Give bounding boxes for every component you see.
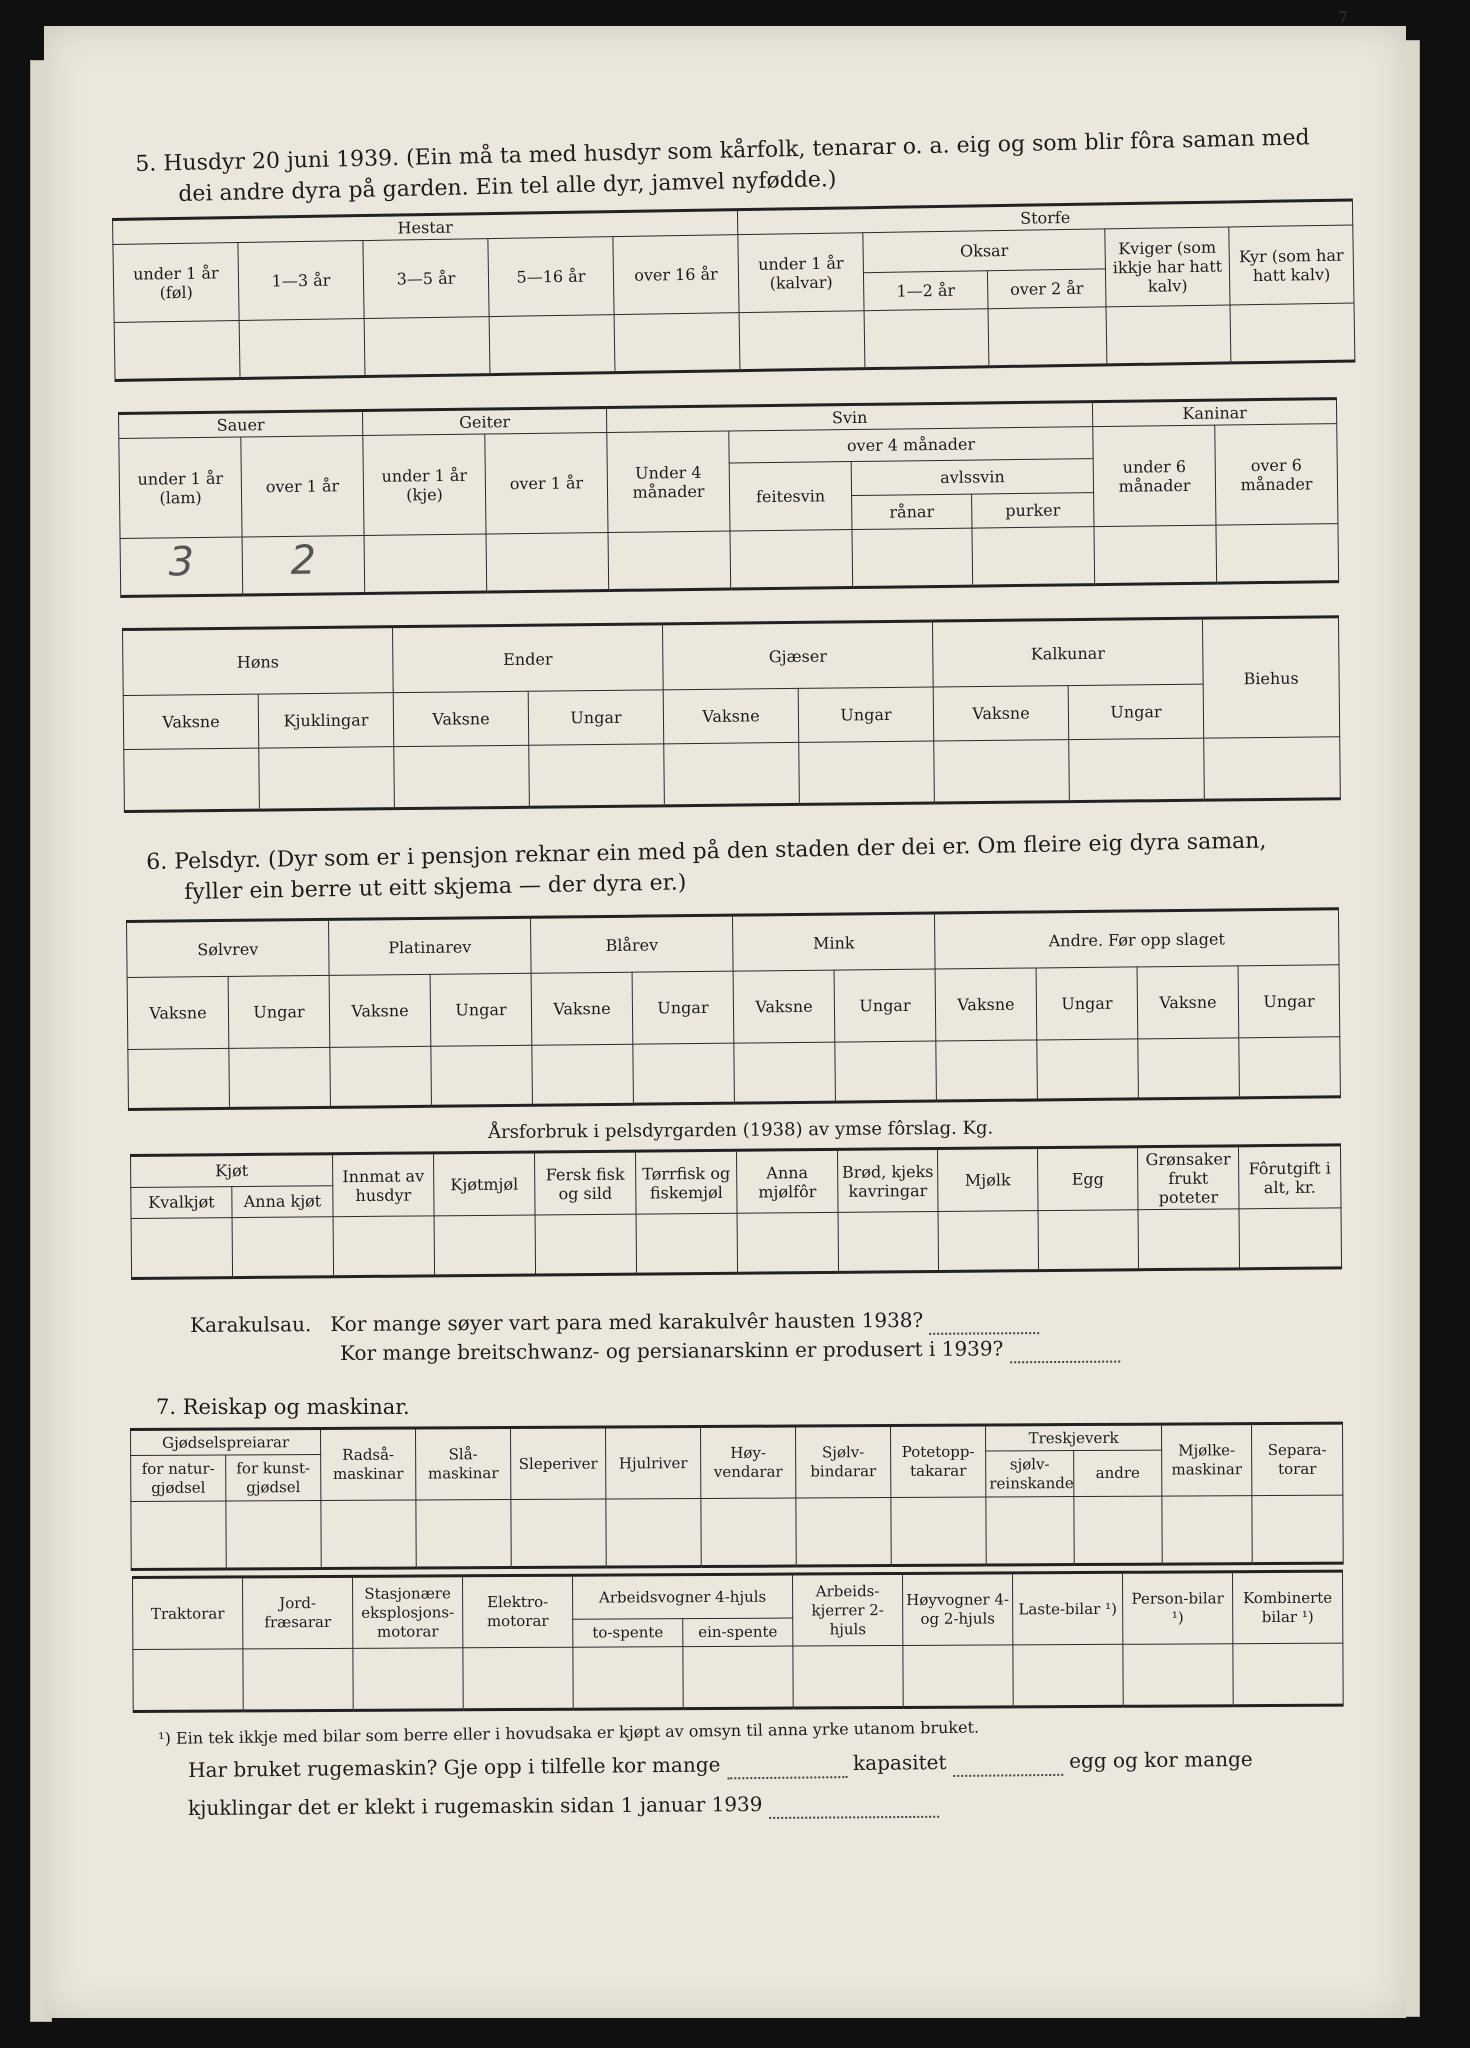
entry-cell[interactable]	[938, 1211, 1039, 1272]
col-elektromotorar: Elektro-motorar	[463, 1575, 573, 1648]
entry-cell[interactable]	[1162, 1496, 1252, 1564]
entry-cell[interactable]	[489, 315, 615, 375]
hest-col-4: 5—16 år	[488, 237, 614, 317]
sau-col-2: over 1 år	[241, 436, 364, 537]
entry-cell[interactable]	[353, 1648, 463, 1711]
entry-cell[interactable]	[529, 744, 665, 807]
arsforbruk-caption: Årsforbruk i pelsdyrgarden (1938) av ymse fôrslag. Kg.	[488, 1117, 994, 1143]
oksar-col-2: over 2 år	[987, 269, 1106, 309]
forbruk-col-forutgift: Fôrutgift i alt, kr.	[1238, 1145, 1341, 1209]
entry-cell[interactable]	[131, 1218, 233, 1279]
entry-cell[interactable]	[229, 1047, 331, 1108]
svin-header: Svin	[607, 402, 1093, 433]
col-jordfresarar: Jord-fræsarar	[243, 1576, 353, 1649]
solvrev-header: Sølvrev	[127, 919, 330, 977]
kjot-header: Kjøt	[131, 1154, 333, 1187]
hons-vaksne: Vaksne	[123, 694, 259, 749]
entry-cell[interactable]	[1216, 524, 1339, 583]
entry-cell[interactable]	[1230, 303, 1355, 363]
rugemaskin-q2-text: kjuklingar det er klekt i rugemaskin sidan 1 januar 1939	[188, 1791, 763, 1820]
entry-cell[interactable]	[936, 1040, 1038, 1101]
entry-cell[interactable]	[1037, 1039, 1139, 1100]
entry-cell[interactable]	[463, 1647, 573, 1710]
col-andre: andre	[1074, 1450, 1162, 1496]
vaksne-col: Vaksne	[531, 972, 633, 1045]
entry-cell[interactable]	[1252, 1495, 1343, 1563]
forbruk-col-torrfisk: Tørrfisk og fiskemjøl	[636, 1150, 738, 1214]
col-potetopptakarar: Potetopp-takarar	[891, 1425, 986, 1497]
kaninar-header: Kaninar	[1093, 399, 1337, 427]
col-ein-spente: ein-spente	[683, 1618, 793, 1647]
col-separatorar: Separa-torar	[1252, 1423, 1343, 1495]
col-personbilar: Person-bilar ¹)	[1122, 1572, 1232, 1645]
ungar-col: Ungar	[1238, 965, 1340, 1038]
entry-cell[interactable]	[1239, 1208, 1342, 1269]
entry-cell-sau-lam[interactable]	[120, 537, 243, 596]
entry-cell[interactable]	[734, 1042, 836, 1103]
arbeidsvogner-header: Arbeidsvogner 4-hjuls	[573, 1574, 793, 1619]
vaksne-col: Vaksne	[127, 976, 229, 1049]
entry-cell[interactable]	[838, 1211, 939, 1272]
karakul-question-2	[340, 1333, 1120, 1368]
col-arbeidskjerrer: Arbeids-kjerrer 2-hjuls	[792, 1573, 902, 1646]
husdyr-table-hestar-storfe	[112, 199, 1356, 382]
ender-vaksne: Vaksne	[393, 691, 529, 746]
col-stasjonaere: Stasjonære eksplosjons-motorar	[353, 1576, 463, 1649]
col-to-spente: to-spente	[573, 1619, 683, 1648]
entry-cell[interactable]	[1239, 1037, 1341, 1098]
reiskap-table-2	[132, 1570, 1344, 1713]
kalkunar-ungar: Ungar	[1068, 684, 1204, 739]
forbruk-col-mjolk: Mjølk	[937, 1148, 1038, 1212]
anna-kjot-col: Anna kjøt	[232, 1185, 333, 1217]
entry-cell[interactable]	[394, 745, 530, 808]
hest-col-1: under 1 år (føl)	[113, 243, 239, 323]
entry-cell[interactable]	[891, 1497, 986, 1565]
mink-header: Mink	[732, 913, 935, 971]
entry-cell[interactable]	[606, 1499, 701, 1567]
entry-cell[interactable]	[903, 1645, 1013, 1708]
entry-cell[interactable]	[131, 1501, 226, 1569]
rugemaskin-q1-end: egg og kor mange	[1069, 1746, 1253, 1773]
entry-cell[interactable]	[259, 747, 395, 810]
entry-cell[interactable]	[739, 311, 865, 371]
entry-cell[interactable]	[799, 741, 935, 804]
section6-title-line2: fyller ein berre ut eitt skjema — der dyra er.)	[184, 870, 687, 905]
entry-cell[interactable]	[730, 530, 853, 589]
ender-ungar: Ungar	[528, 690, 664, 745]
entry-cell[interactable]	[511, 1499, 606, 1567]
hons-header: Høns	[123, 627, 394, 696]
forbruk-col-brod: Brød, kjeks kavringar	[838, 1148, 939, 1212]
sauer-header: Sauer	[119, 411, 363, 439]
entry-cell[interactable]	[835, 1041, 937, 1102]
geiter-header: Geiter	[363, 408, 607, 436]
entry-cell[interactable]	[573, 1647, 683, 1710]
kanin-col-1: under 6 månader	[1093, 425, 1216, 526]
andre-header: Andre. Før opp slaget	[934, 909, 1339, 969]
geit-col-2: over 1 år	[485, 433, 608, 534]
entry-cell[interactable]	[124, 748, 260, 811]
ungar-col: Ungar	[632, 971, 734, 1044]
forbruk-col-gronsaker: Grønsaker frukt poteter	[1137, 1146, 1239, 1210]
col-kombinerte-bilar: Kombinerte bilar ¹)	[1232, 1571, 1342, 1644]
vaksne-col: Vaksne	[329, 974, 431, 1047]
col-hjulriver: Hjulriver	[606, 1427, 701, 1499]
col-traktorar: Traktorar	[133, 1577, 243, 1650]
entry-cell[interactable]	[683, 1646, 793, 1709]
section7-title: 7. Reiskap og maskinar.	[156, 1395, 410, 1419]
col-sjolvreinskande: sjølv-reinskande	[986, 1451, 1074, 1497]
entry-cell[interactable]	[364, 534, 487, 593]
entry-cell[interactable]	[972, 527, 1095, 586]
husdyr-table-fjorfe	[122, 615, 1341, 813]
geit-col-1: under 1 år (kje)	[363, 434, 486, 535]
col-kunstgjodsel: for kunst-gjødsel	[226, 1455, 321, 1501]
hons-kjuklingar: Kjuklingar	[258, 693, 394, 748]
entry-cell[interactable]	[1106, 305, 1231, 365]
entry-cell[interactable]	[1123, 1644, 1233, 1707]
gjaeser-ungar: Ungar	[798, 687, 934, 742]
entry-cell[interactable]	[1038, 1210, 1139, 1271]
entry-cell[interactable]	[226, 1501, 321, 1569]
kalkunar-vaksne: Vaksne	[933, 686, 1069, 741]
kalkunar-header: Kalkunar	[933, 618, 1204, 687]
gjaeser-header: Gjæser	[663, 621, 934, 690]
forbruk-col-innmat: Innmat av husdyr	[333, 1153, 435, 1217]
entry-cell[interactable]	[364, 317, 490, 377]
husdyr-table-smafe	[118, 397, 1339, 598]
hest-col-3: 3—5 år	[363, 239, 489, 319]
entry-cell[interactable]	[864, 309, 989, 369]
ranar-col: rånar	[852, 494, 972, 529]
blarev-header: Blårev	[530, 915, 733, 973]
platinarev-header: Platinarev	[329, 917, 532, 975]
svin-under-col: Under 4 månader	[607, 431, 730, 532]
entry-cell[interactable]	[608, 531, 731, 590]
entry-cell[interactable]	[633, 1043, 735, 1104]
biehus-col: Biehus	[1203, 617, 1340, 738]
entry-cell[interactable]	[852, 528, 973, 587]
kalvar-col: under 1 år (kalvar)	[738, 233, 864, 313]
entry-cell[interactable]	[1138, 1209, 1240, 1270]
rugemaskin-q1-text: Har bruket rugemaskin? Gje opp i tilfelle kor mange	[188, 1752, 721, 1782]
entry-cell[interactable]	[128, 1048, 230, 1109]
hestar-header: Hestar	[113, 210, 738, 245]
section5-title-line2: dei andre dyra på garden. Ein tel alle dyr, jamvel nyfødde.)	[178, 167, 837, 207]
entry-cell[interactable]	[434, 1215, 536, 1276]
entry-cell[interactable]	[330, 1046, 432, 1107]
pelsdyr-table	[126, 907, 1341, 1111]
col-slamaskinar: Slå-maskinar	[416, 1428, 511, 1500]
vaksne-col: Vaksne	[935, 968, 1037, 1041]
entry-cell[interactable]	[114, 321, 240, 381]
gjodsel-header: Gjødselspreiarar	[131, 1429, 321, 1456]
karakul-label: Karakulsau.	[190, 1312, 312, 1337]
entry-cell[interactable]	[416, 1500, 511, 1568]
ungar-col: Ungar	[228, 975, 330, 1048]
hest-col-2: 1—3 år	[238, 241, 364, 321]
entry-cell[interactable]	[239, 319, 365, 379]
kvalkjot-col: Kvalkjøt	[131, 1186, 232, 1218]
kviger-col: Kviger (som ikkje har hatt kalv)	[1105, 227, 1230, 307]
entry-cell[interactable]	[1094, 525, 1217, 584]
karakul-q2-text: Kor mange breitschwanz- og persianarskinn er produsert i 1939?	[340, 1336, 1004, 1365]
entry-cell[interactable]	[737, 1212, 839, 1273]
svin-over-header: over 4 månader	[729, 427, 1093, 463]
handwritten-sau-value-2: 2	[290, 537, 317, 584]
ungar-col: Ungar	[1036, 967, 1138, 1040]
entry-cell[interactable]	[986, 1497, 1074, 1565]
purker-col: purker	[972, 493, 1094, 528]
vaksne-col: Vaksne	[1137, 966, 1239, 1039]
forbruk-col-kjotmjol: Kjøtmjøl	[434, 1152, 536, 1216]
kyr-col: Kyr (som har hatt kalv)	[1229, 225, 1354, 305]
oksar-col-1: 1—2 år	[864, 271, 989, 311]
handwritten-sau-value-1: 3	[168, 539, 195, 586]
entry-cell[interactable]	[1233, 1643, 1343, 1706]
entry-cell[interactable]	[796, 1498, 891, 1566]
forbruk-col-egg: Egg	[1037, 1147, 1138, 1211]
entry-cell[interactable]	[636, 1213, 738, 1274]
forbruk-col-fersk-fisk: Fersk fisk og sild	[535, 1151, 637, 1215]
col-naturgjodsel: for natur-gjødsel	[131, 1455, 226, 1501]
treskjeverk-header: Treskjeverk	[986, 1424, 1162, 1451]
col-lastebilar: Laste-bilar ¹)	[1012, 1572, 1122, 1645]
entry-cell[interactable]	[701, 1498, 796, 1566]
kanin-col-2: over 6 månader	[1215, 424, 1338, 525]
arsforbruk-table	[130, 1143, 1342, 1280]
col-hoyvendarar: Høy-vendarar	[701, 1426, 796, 1498]
entry-cell[interactable]	[934, 740, 1070, 803]
entry-cell-sau-over[interactable]	[242, 536, 365, 595]
karakul-q1-text: Kor mange søyer vart para med karakulvêr hausten 1938?	[330, 1307, 924, 1337]
hest-col-5: over 16 år	[613, 235, 739, 315]
entry-cell[interactable]	[133, 1649, 243, 1712]
entry-cell[interactable]	[1204, 737, 1341, 800]
rugemaskin-question-2	[188, 1788, 939, 1823]
col-sjolvbindarar: Sjølv-bindarar	[796, 1426, 891, 1498]
entry-cell[interactable]	[1138, 1038, 1240, 1099]
entry-cell[interactable]	[1013, 1644, 1123, 1707]
entry-cell[interactable]	[614, 313, 740, 373]
section6-title: 6. Pelsdyr. (Dyr som er i pensjon reknar ein med på den staden der dei er. Om fleire eig dyra saman,	[146, 828, 1267, 875]
entry-cell[interactable]	[486, 533, 609, 592]
avlssvin-header: avlssvin	[851, 459, 1093, 496]
footnote: ¹) Ein tek ikkje med bilar som berre eller i hovudsaka er kjøpt av omsyn til anna yrke utanom bruket.	[158, 1717, 980, 1748]
page-number: 7	[1338, 8, 1349, 27]
ender-header: Ender	[393, 624, 664, 693]
col-radsamaskinar: Radså-maskinar	[321, 1428, 416, 1500]
entry-cell[interactable]	[532, 1044, 634, 1105]
gjaeser-vaksne: Vaksne	[663, 688, 799, 743]
forbruk-col-mjolfor: Anna mjølfôr	[737, 1149, 839, 1213]
col-sleperiver: Sleperiver	[511, 1427, 606, 1499]
entry-cell[interactable]	[431, 1045, 533, 1106]
rugemaskin-kapasitet-label: kapasitet	[852, 1750, 947, 1776]
entry-cell[interactable]	[793, 1645, 903, 1708]
section5-title: 5. Husdyr 20 juni 1939. (Ein må ta med husdyr som kårfolk, tenarar o. a. eig og som blir fôra saman med	[135, 125, 1310, 177]
feitesvin-col: feitesvin	[729, 462, 852, 531]
entry-cell[interactable]	[232, 1217, 334, 1278]
vaksne-col: Vaksne	[733, 970, 835, 1043]
col-mjolkemaskinar: Mjølke-maskinar	[1162, 1424, 1252, 1496]
entry-cell[interactable]	[535, 1214, 637, 1275]
storfe-header: Storfe	[738, 200, 1353, 235]
entry-cell[interactable]	[243, 1648, 353, 1711]
entry-cell[interactable]	[321, 1500, 416, 1568]
reiskap-table-1	[130, 1422, 1344, 1571]
sau-col-1: under 1 år (lam)	[119, 437, 242, 538]
ungar-col: Ungar	[834, 969, 936, 1042]
entry-cell[interactable]	[333, 1216, 435, 1277]
entry-cell[interactable]	[664, 742, 800, 805]
entry-cell[interactable]	[1074, 1496, 1162, 1564]
entry-cell[interactable]	[988, 307, 1107, 367]
entry-cell[interactable]	[1069, 738, 1205, 801]
ungar-col: Ungar	[430, 973, 532, 1046]
oksar-header: Oksar	[863, 229, 1106, 273]
col-hoyvogner: Høyvogner 4- og 2-hjuls	[902, 1573, 1012, 1646]
